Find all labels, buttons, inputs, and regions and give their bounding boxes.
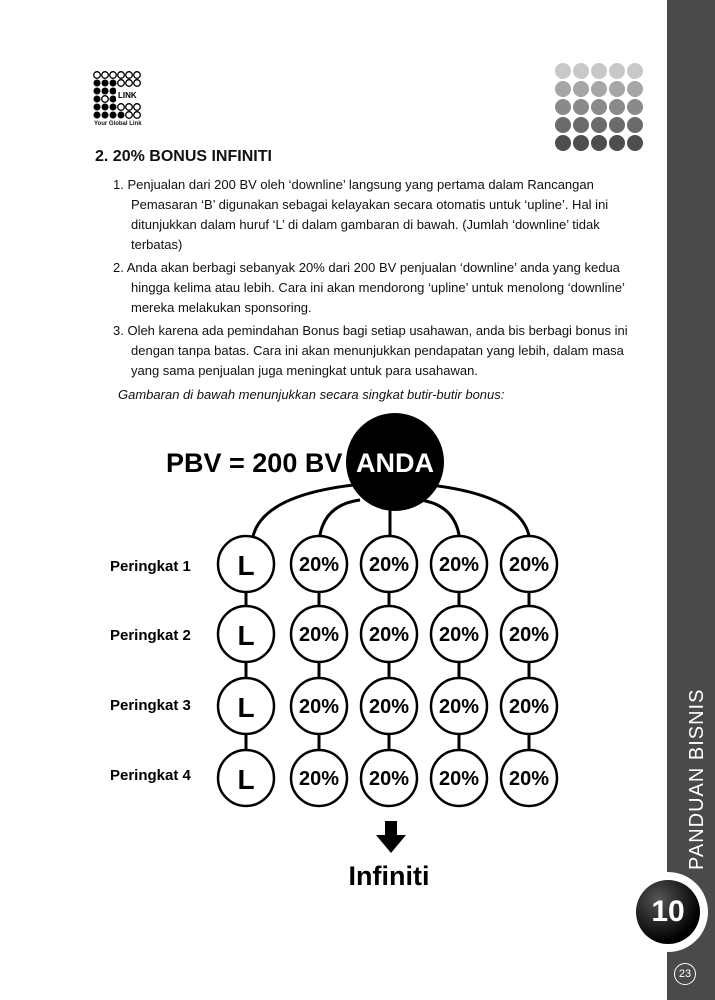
node-label-percent: 20% bbox=[298, 624, 340, 646]
sidebar-title: PANDUAN BISNIS bbox=[686, 688, 708, 870]
node-label-percent: 20% bbox=[508, 696, 550, 718]
list-item: 2. Anda akan berbagi sebanyak 20% dari 200 BV penjualan ‘downline’ anda yang kedua hingga kelima atau lebih. Cara ini akan mendorong ‘upline’ untuk menolong ‘downline’ mereka melakukan sponsoring. bbox=[113, 260, 625, 315]
rank-label: Peringkat 1 bbox=[110, 558, 191, 575]
node-label-percent: 20% bbox=[368, 624, 410, 646]
list-item: 1. Penjualan dari 200 BV oleh ‘downline’ langsung yang pertama dalam Rancangan Pemasaran ‘B’ digunakan sebagai kelayakan secara otomatis untuk ‘upline’. Hal ini ditunjukkan dalam huruf ‘L’ di dalam gambaran di bawah. (Jumlah ‘downline’ tidak terbatas) bbox=[113, 177, 609, 252]
svg-text:LINK: LINK bbox=[118, 91, 137, 100]
logo-tagline: Your Global Link bbox=[94, 121, 142, 127]
chapter-number: 10 bbox=[636, 880, 700, 944]
node-label-percent: 20% bbox=[508, 554, 550, 576]
node-label-percent: 20% bbox=[508, 624, 550, 646]
node-label-percent: 20% bbox=[438, 696, 480, 718]
node-label-percent: 20% bbox=[438, 554, 480, 576]
node-label-percent: 20% bbox=[438, 768, 480, 790]
node-label-percent: 20% bbox=[368, 696, 410, 718]
node-label-l: L bbox=[237, 550, 255, 581]
node-label-percent: 20% bbox=[438, 624, 480, 646]
rank-label: Peringkat 3 bbox=[110, 697, 191, 714]
arrow-down-icon bbox=[376, 821, 406, 853]
node-label-l: L bbox=[237, 692, 255, 723]
page-number: 23 bbox=[674, 963, 696, 985]
diagram-caption: Gambaran di bawah menunjukkan secara singkat butir-butir bonus: bbox=[118, 387, 505, 402]
node-label-percent: 20% bbox=[508, 768, 550, 790]
anda-label: ANDA bbox=[356, 448, 434, 478]
node-label-percent: 20% bbox=[298, 696, 340, 718]
node-label-l: L bbox=[237, 620, 255, 651]
bonus-diagram bbox=[0, 410, 660, 900]
node-label-percent: 20% bbox=[298, 554, 340, 576]
klink-logo bbox=[92, 70, 144, 120]
node-label-percent: 20% bbox=[368, 554, 410, 576]
list-item: 3. Oleh karena ada pemindahan Bonus bagi setiap usahawan, anda bis berbagi bonus ini dengan tanpa batas. Cara ini akan menunjukkan pendapatan yang lebih, dalam masa yang sama penjualan juga meningkat untuk para usahawan. bbox=[113, 323, 628, 378]
section-title: 2. 20% BONUS INFINITI bbox=[95, 148, 272, 165]
node-label-l: L bbox=[237, 764, 255, 795]
decorative-dot-grid bbox=[554, 62, 644, 152]
infiniti-label: Infiniti bbox=[348, 861, 430, 891]
rank-label: Peringkat 4 bbox=[110, 767, 191, 784]
explanation-list bbox=[113, 175, 633, 384]
rank-label: Peringkat 2 bbox=[110, 627, 191, 644]
node-label-percent: 20% bbox=[298, 768, 340, 790]
pbv-label: PBV = 200 BV bbox=[166, 448, 343, 478]
node-label-percent: 20% bbox=[368, 768, 410, 790]
